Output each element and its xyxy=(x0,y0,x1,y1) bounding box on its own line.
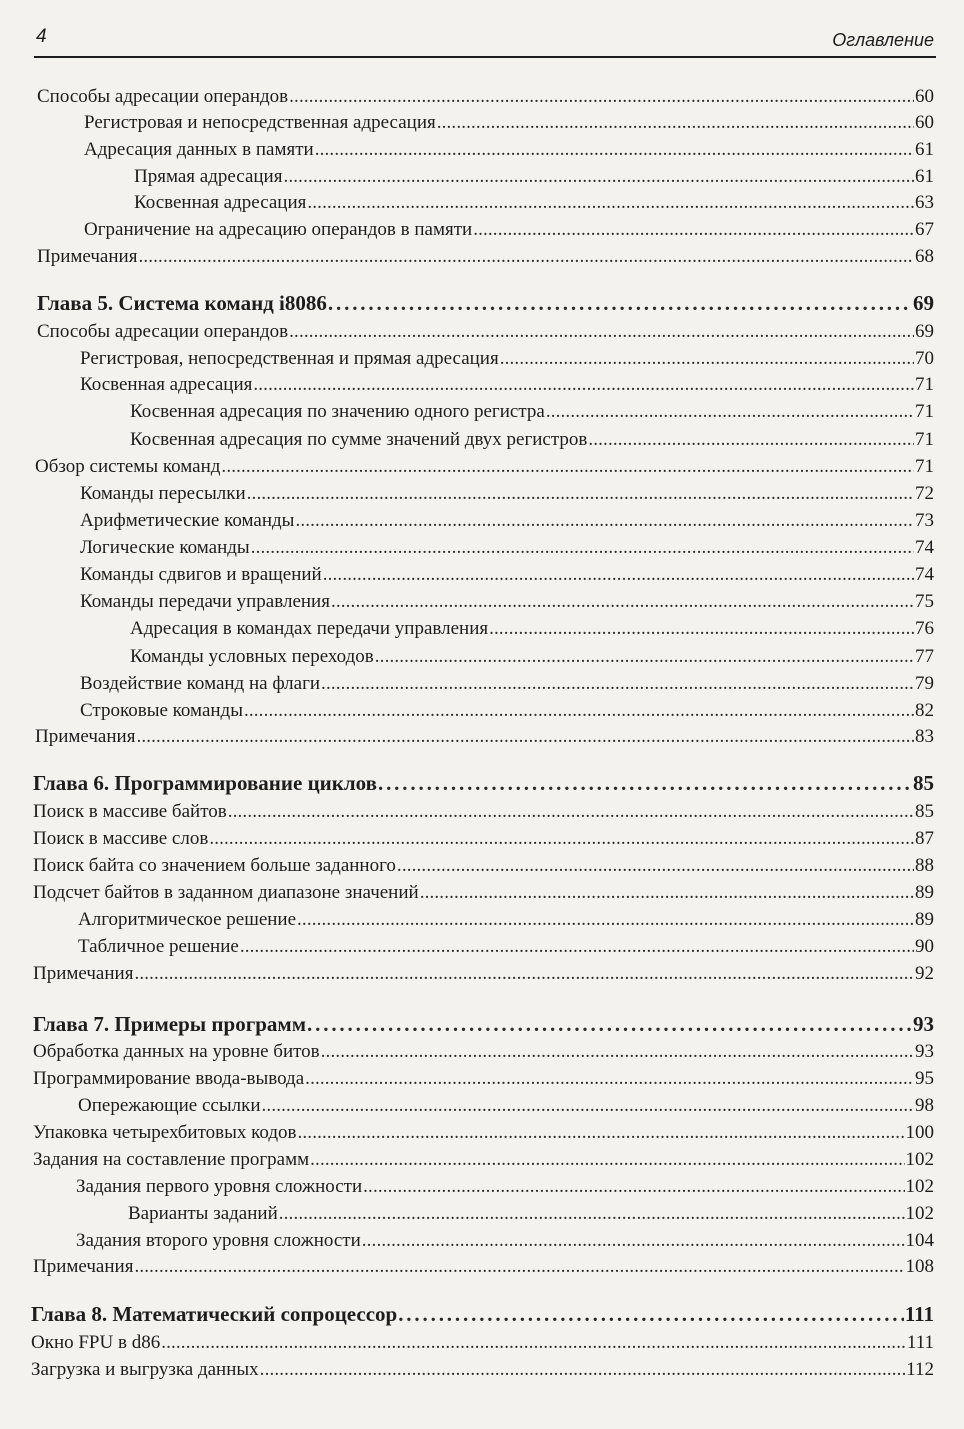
toc-entry-title: Поиск в массиве байтов xyxy=(33,801,227,822)
dot-leader xyxy=(134,962,914,986)
dot-leader xyxy=(297,908,914,932)
toc-entry-page: 61 xyxy=(915,139,934,160)
dot-leader xyxy=(247,482,914,506)
toc-entry-title: Поиск байта со значением больше заданного xyxy=(33,855,396,876)
toc-entry-title: Обзор системы команд xyxy=(35,456,221,477)
toc-entry-page: 60 xyxy=(915,86,934,107)
dot-leader xyxy=(307,1012,912,1036)
toc-entry-page: 102 xyxy=(905,1176,934,1197)
toc-entry xyxy=(33,962,934,986)
toc-entry-title: Строковые команды xyxy=(80,700,243,721)
toc-entry-title: Косвенная адресация xyxy=(134,192,307,213)
dot-leader xyxy=(221,455,914,479)
toc-entry xyxy=(130,428,934,452)
toc-entry-page: 111 xyxy=(904,1302,934,1326)
dot-leader xyxy=(310,1148,904,1172)
toc-entry-page: 92 xyxy=(915,963,934,984)
toc-entry xyxy=(31,1331,934,1355)
toc-entry xyxy=(33,827,934,851)
dot-leader xyxy=(323,563,914,587)
toc-entry xyxy=(37,245,934,269)
toc-entry-title: Варианты заданий xyxy=(128,1203,278,1224)
toc-entry-title: Логические команды xyxy=(80,537,250,558)
toc-entry-page: 71 xyxy=(915,374,934,395)
page-number: 4 xyxy=(36,26,47,47)
toc-entry-page: 73 xyxy=(915,510,934,531)
toc-entry-page: 104 xyxy=(905,1230,934,1251)
dot-leader xyxy=(473,218,914,242)
toc-entry-title: Задания первого уровня сложности xyxy=(76,1176,363,1197)
toc-entry xyxy=(76,1175,934,1199)
toc-entry-title: Глава 8. Математический сопроцессор xyxy=(31,1302,398,1326)
dot-leader xyxy=(307,191,914,215)
toc-entry-title: Задания на составление программ xyxy=(33,1149,310,1170)
toc-entry-page: 112 xyxy=(906,1359,934,1380)
toc-entry xyxy=(33,800,934,824)
toc-entry-page: 89 xyxy=(915,909,934,930)
toc-entry xyxy=(78,935,934,959)
toc-entry-page: 93 xyxy=(913,1012,934,1036)
toc-entry xyxy=(80,536,934,560)
dot-leader xyxy=(321,1040,914,1064)
toc-entry xyxy=(134,191,934,215)
dot-leader xyxy=(375,645,914,669)
toc-entry xyxy=(130,617,934,641)
dot-leader xyxy=(588,428,914,452)
toc-entry-page: 77 xyxy=(915,646,934,667)
toc-entry-page: 79 xyxy=(915,673,934,694)
toc-entry xyxy=(33,1067,934,1091)
toc-entry-page: 71 xyxy=(915,456,934,477)
toc-entry-page: 61 xyxy=(915,166,934,187)
toc-entry xyxy=(78,908,934,932)
dot-leader xyxy=(253,373,914,397)
toc-entry-page: 75 xyxy=(915,591,934,612)
toc-entry-page: 60 xyxy=(915,112,934,133)
dot-leader xyxy=(279,1202,905,1226)
dot-leader xyxy=(289,85,914,109)
toc-entry-page: 76 xyxy=(915,618,934,639)
dot-leader xyxy=(315,138,914,162)
toc-entry xyxy=(76,1229,934,1253)
toc-entry xyxy=(128,1202,934,1226)
dot-leader xyxy=(134,1255,904,1279)
toc-entry xyxy=(37,320,934,344)
dot-leader xyxy=(546,400,914,424)
toc-entry xyxy=(84,218,934,242)
toc-chapter-entry xyxy=(33,771,934,795)
toc-entry-title: Программирование ввода-вывода xyxy=(33,1068,305,1089)
dot-leader xyxy=(362,1229,905,1253)
dot-leader xyxy=(244,699,914,723)
toc-entry-title: Команды сдвигов и вращений xyxy=(80,564,322,585)
toc-entry-page: 95 xyxy=(915,1068,934,1089)
toc-entry-title: Арифметические команды xyxy=(80,510,295,531)
toc-entry-title: Глава 7. Примеры программ xyxy=(33,1012,307,1036)
toc-entry xyxy=(31,1358,934,1382)
toc-entry-page: 108 xyxy=(905,1256,934,1277)
toc-entry-page: 111 xyxy=(906,1332,934,1353)
dot-leader xyxy=(228,800,914,824)
dot-leader xyxy=(298,1121,905,1145)
toc-entry-page: 69 xyxy=(913,291,934,315)
toc-entry-title: Регистровая и непосредственная адресация xyxy=(84,112,436,133)
toc-entry-title: Окно FPU в d86 xyxy=(31,1332,161,1353)
toc-entry-title: Адресация в командах передачи управления xyxy=(130,618,489,639)
toc-entry-title: Обработка данных на уровне битов xyxy=(33,1041,320,1062)
toc-entry-title: Прямая адресация xyxy=(134,166,283,187)
toc-entry-page: 63 xyxy=(915,192,934,213)
toc-entry-page: 87 xyxy=(915,828,934,849)
dot-leader xyxy=(209,827,914,851)
toc-entry-title: Загрузка и выгрузка данных xyxy=(31,1359,259,1380)
toc-entry xyxy=(33,1148,934,1172)
toc-entry-title: Команды пересылки xyxy=(80,483,246,504)
toc-entry-page: 88 xyxy=(915,855,934,876)
toc-entry-page: 71 xyxy=(915,401,934,422)
toc-entry-title: Команды передачи управления xyxy=(80,591,330,612)
dot-leader xyxy=(240,935,914,959)
toc-entry-page: 98 xyxy=(915,1095,934,1116)
toc-entry-title: Косвенная адресация по сумме значений двух регистров xyxy=(130,429,588,450)
dot-leader xyxy=(378,771,912,795)
toc-entry-page: 74 xyxy=(915,564,934,585)
toc-entry-title: Алгоритмическое решение xyxy=(78,909,297,930)
dot-leader xyxy=(295,509,914,533)
dot-leader xyxy=(305,1067,914,1091)
dot-leader xyxy=(328,291,912,315)
toc-entry-title: Регистровая, непосредственная и прямая адресация xyxy=(80,348,499,369)
dot-leader xyxy=(398,1302,904,1326)
toc-entry-page: 72 xyxy=(915,483,934,504)
toc-entry-title: Воздействие команд на флаги xyxy=(80,673,321,694)
toc-entry-title: Способы адресации операндов xyxy=(37,86,289,107)
toc-entry xyxy=(80,347,934,371)
toc-entry-page: 100 xyxy=(905,1122,934,1143)
toc-entry xyxy=(80,699,934,723)
toc-entry xyxy=(33,881,934,905)
toc-entry xyxy=(33,1040,934,1064)
toc-entry-page: 67 xyxy=(915,219,934,240)
toc-entry xyxy=(84,138,934,162)
toc-entry-title: Команды условных переходов xyxy=(130,646,374,667)
toc-entry-page: 89 xyxy=(915,882,934,903)
dot-leader xyxy=(161,1331,906,1355)
toc-entry-page: 74 xyxy=(915,537,934,558)
toc-entry-title: Косвенная адресация xyxy=(80,374,253,395)
toc-entry xyxy=(134,165,934,189)
toc-entry-title: Глава 6. Программирование циклов xyxy=(33,771,377,795)
toc-entry xyxy=(130,645,934,669)
toc-chapter-entry xyxy=(33,1012,934,1036)
toc-entry xyxy=(80,590,934,614)
toc-entry xyxy=(80,563,934,587)
dot-leader xyxy=(289,320,914,344)
toc-entry-title: Адресация данных в памяти xyxy=(84,139,314,160)
toc-entry-title: Примечания xyxy=(33,963,134,984)
dot-leader xyxy=(138,245,914,269)
toc-entry xyxy=(33,1255,934,1279)
toc-entry-page: 90 xyxy=(915,936,934,957)
toc-entry-title: Табличное решение xyxy=(78,936,239,957)
dot-leader xyxy=(321,672,914,696)
dot-leader xyxy=(489,617,914,641)
toc-entry-title: Задания второго уровня сложности xyxy=(76,1230,361,1251)
toc-entry-page: 70 xyxy=(915,348,934,369)
dot-leader xyxy=(363,1175,904,1199)
toc-entry-page: 93 xyxy=(915,1041,934,1062)
dot-leader xyxy=(260,1358,906,1382)
toc-entry xyxy=(84,111,934,135)
toc-entry xyxy=(35,455,934,479)
dot-leader xyxy=(331,590,914,614)
toc-entry xyxy=(35,725,934,749)
toc-entry-title: Примечания xyxy=(35,726,136,747)
toc-entry-page: 102 xyxy=(905,1149,934,1170)
toc-entry xyxy=(33,1121,934,1145)
toc-entry-title: Ограничение на адресацию операндов в памяти xyxy=(84,219,473,240)
toc-entry-title: Способы адресации операндов xyxy=(37,321,289,342)
toc-entry xyxy=(130,400,934,424)
toc-chapter-entry xyxy=(37,291,934,315)
toc-entry-title: Примечания xyxy=(33,1256,134,1277)
toc-entry xyxy=(80,482,934,506)
toc-entry-page: 85 xyxy=(915,801,934,822)
toc-entry-title: Косвенная адресация по значению одного регистра xyxy=(130,401,545,422)
toc-entry-title: Примечания xyxy=(37,246,138,267)
dot-leader xyxy=(251,536,914,560)
running-header-title: Оглавление xyxy=(832,30,934,50)
toc-entry-page: 102 xyxy=(905,1203,934,1224)
dot-leader xyxy=(262,1094,914,1118)
toc-entry xyxy=(78,1094,934,1118)
toc-entry-title: Опережающие ссылки xyxy=(78,1095,261,1116)
toc-entry-page: 82 xyxy=(915,700,934,721)
dot-leader xyxy=(420,881,914,905)
toc-entry xyxy=(80,509,934,533)
dot-leader xyxy=(136,725,914,749)
toc-entry-title: Подсчет байтов в заданном диапазоне значений xyxy=(33,882,419,903)
toc-entry-page: 85 xyxy=(913,771,934,795)
toc-entry-page: 68 xyxy=(915,246,934,267)
dot-leader xyxy=(283,165,914,189)
dot-leader xyxy=(500,347,914,371)
toc-entry-title: Поиск в массиве слов xyxy=(33,828,209,849)
dot-leader xyxy=(437,111,914,135)
toc-chapter-entry xyxy=(31,1302,934,1326)
toc-entry-page: 83 xyxy=(915,726,934,747)
toc-entry xyxy=(80,672,934,696)
toc-entry-title: Упаковка четырехбитовых кодов xyxy=(33,1122,297,1143)
toc-entry xyxy=(80,373,934,397)
toc-entry-title: Глава 5. Система команд i8086 xyxy=(37,291,327,315)
toc-entry xyxy=(33,854,934,878)
dot-leader xyxy=(397,854,914,878)
toc-entry-page: 69 xyxy=(915,321,934,342)
toc-entry-page: 71 xyxy=(915,429,934,450)
toc-entry xyxy=(37,85,934,109)
